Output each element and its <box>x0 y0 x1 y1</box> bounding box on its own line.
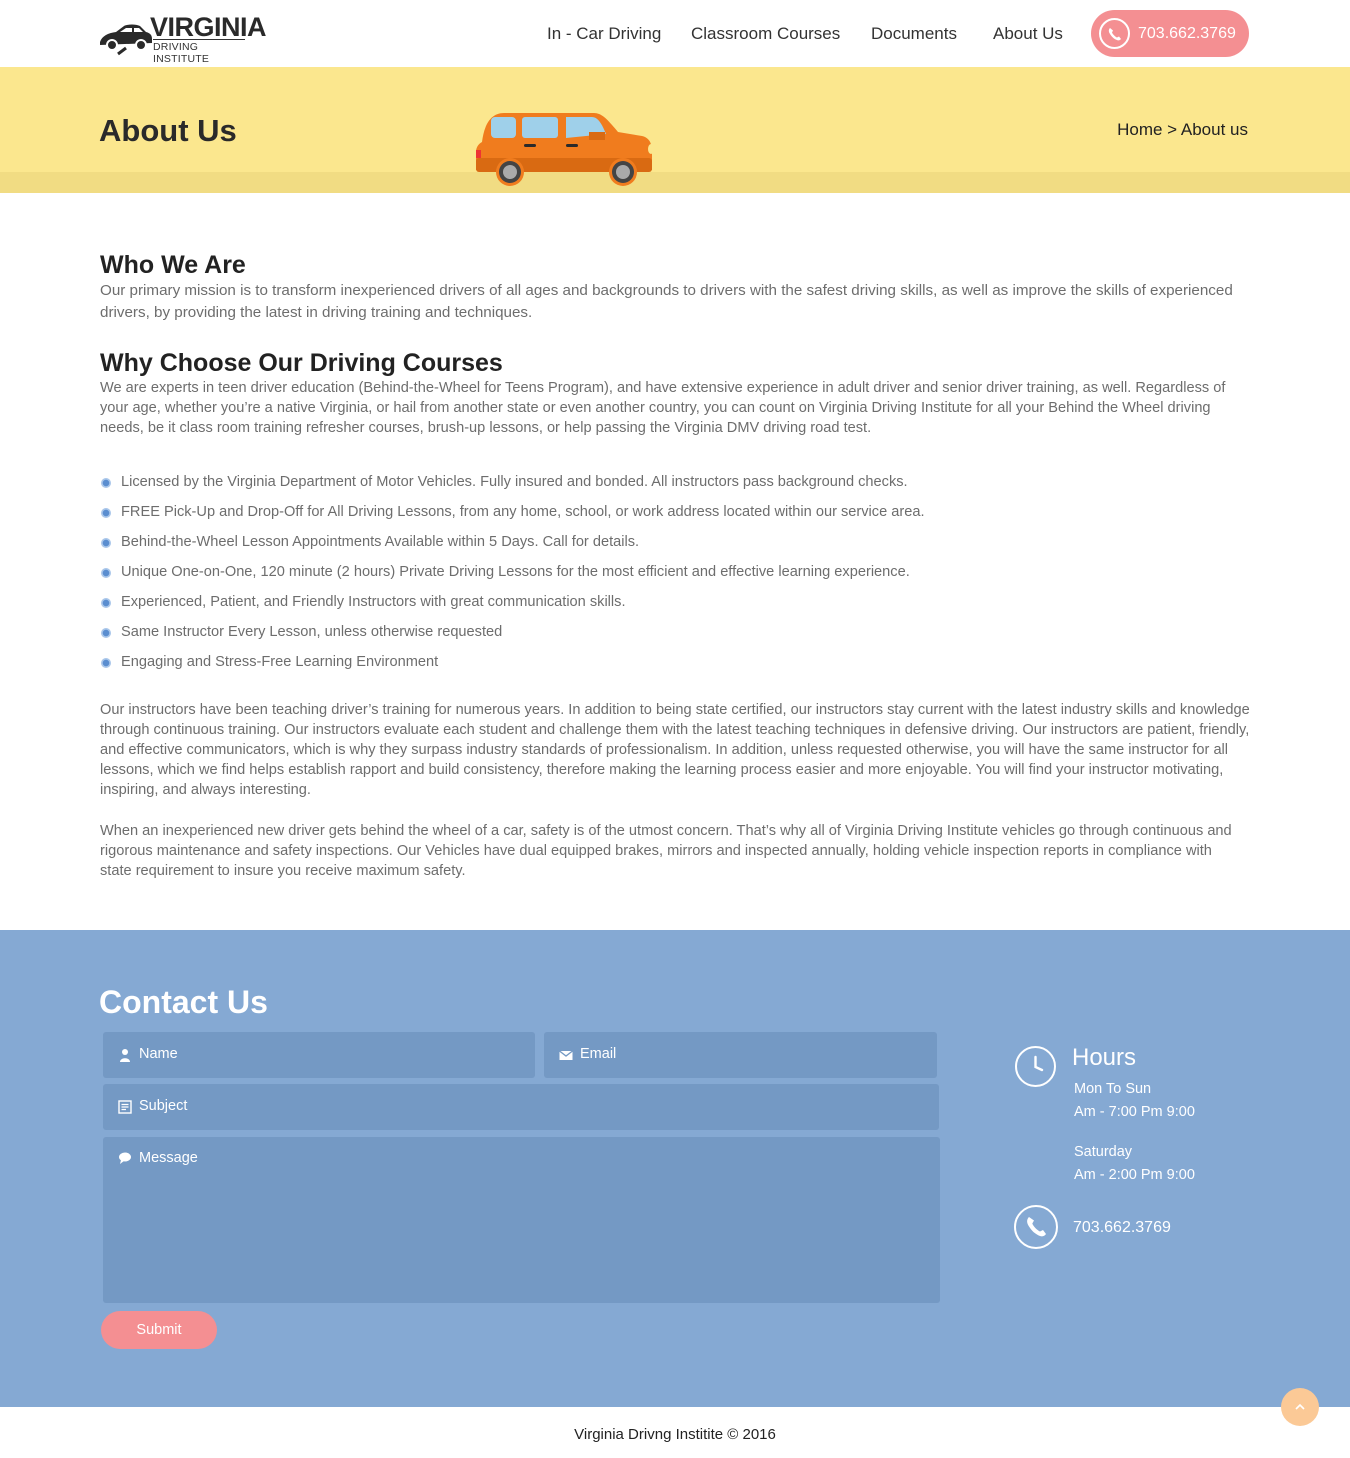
bullet-icon <box>101 568 111 578</box>
clock-icon <box>1015 1046 1056 1087</box>
page-banner <box>0 67 1350 193</box>
copyright-text: Virginia Drivng Institite © 2016 <box>574 1426 776 1443</box>
name-field[interactable] <box>103 1032 535 1078</box>
bullet-icon <box>101 598 111 608</box>
list-item <box>100 652 1100 682</box>
who-we-are-text: Our primary mission is to transform inexperienced drivers of all ages and backgrounds to drivers with the safest driving skills, as well as improve the skills of experienced drivers, by providing the latest in driving training and techniques. <box>100 282 1233 321</box>
list-item <box>100 532 1100 562</box>
car-logo-icon <box>98 20 154 56</box>
hours-weekday-time: Am - 7:00 Pm 9:00 <box>1074 1104 1195 1120</box>
contact-section <box>0 930 1350 1407</box>
name-placeholder: Name <box>139 1046 178 1062</box>
nav-classroom-courses[interactable]: Classroom Courses <box>691 24 841 43</box>
instructors-text: Our instructors have been teaching driver’s training for numerous years. In addition to being state certified, our instructors stay current with the latest industry skills and knowledge through continuous training. Our instructors evaluate each student and challenge them with the latest teaching techniques in defensive driving. Our instructors are patient, friendly, and effective communicators, which is why they surpass industry standards of professionalism. In addition, unless requested otherwise, you will have the same instructor for all lessons, which we find helps establish rapport and build consistency, therefore making the learning process easier and more enjoyable. You will find your instructor motivating, inspiring, and always interesting. <box>100 702 1250 798</box>
subject-placeholder: Subject <box>139 1098 188 1114</box>
who-we-are-heading: Who We Are <box>100 251 246 279</box>
nav-in-car-driving[interactable]: In - Car Driving <box>547 24 662 43</box>
breadcrumb[interactable]: Home > About us <box>1117 120 1248 139</box>
features-list <box>100 472 1100 682</box>
header-phone-number: 703.662.3769 <box>1138 25 1236 42</box>
contact-heading: Contact Us <box>99 984 268 1020</box>
list-item <box>100 562 1100 592</box>
bullet-icon <box>101 508 111 518</box>
list-item-text: Experienced, Patient, and Friendly Instructors with great communication skills. <box>121 594 626 610</box>
phone-icon <box>1014 1205 1058 1249</box>
email-placeholder: Email <box>580 1046 617 1062</box>
back-to-top-button[interactable] <box>1281 1388 1319 1426</box>
hours-heading: Hours <box>1072 1044 1137 1071</box>
nav-about-us[interactable]: About Us <box>993 24 1063 43</box>
phone-icon <box>1099 18 1130 49</box>
page-title: About Us <box>99 113 237 148</box>
list-item <box>100 592 1100 622</box>
subject-icon <box>118 1100 132 1114</box>
mail-icon <box>559 1048 573 1062</box>
hours-weekday-label: Mon To Sun <box>1074 1081 1152 1097</box>
bullet-icon <box>101 628 111 638</box>
list-item <box>100 622 1100 652</box>
list-item-text: Behind-the-Wheel Lesson Appointments Available within 5 Days. Call for details. <box>121 534 640 550</box>
header-phone-button[interactable] <box>1091 10 1249 57</box>
message-icon <box>118 1151 132 1165</box>
banner-road <box>0 172 1350 193</box>
logo[interactable] <box>100 12 267 65</box>
list-item-text: Licensed by the Virginia Department of Motor Vehicles. Fully insured and bonded. All instructors pass background checks. <box>121 474 908 490</box>
bullet-icon <box>101 478 111 488</box>
list-item-text: Unique One-on-One, 120 minute (2 hours) Private Driving Lessons for the most efficient and effective learning experience. <box>121 564 910 580</box>
list-item-text: Engaging and Stress-Free Learning Environment <box>121 654 439 670</box>
bullet-icon <box>101 658 111 668</box>
user-icon <box>118 1048 132 1062</box>
list-item-text: FREE Pick-Up and Drop-Off for All Driving Lessons, from any home, school, or work address located within our service area. <box>121 504 925 520</box>
nav-documents[interactable]: Documents <box>871 24 957 43</box>
safety-text: When an inexperienced new driver gets behind the wheel of a car, safety is of the utmost concern. That’s why all of Virginia Driving Institute vehicles go through continuous and rigorous maintenance and safety inspections. Our Vehicles have dual equipped brakes, mirrors and inspected annually, holding vehicle inspection reports in compliance with state requirement to insure you receive maximum safety. <box>100 823 1232 879</box>
contact-phone-number[interactable]: 703.662.3769 <box>1073 1219 1171 1236</box>
message-placeholder: Message <box>139 1150 198 1166</box>
logo-title: VIRGINIA <box>150 12 267 42</box>
why-choose-heading: Why Choose Our Driving Courses <box>100 349 503 377</box>
list-item-text: Same Instructor Every Lesson, unless otherwise requested <box>121 624 503 640</box>
logo-subtitle: DRIVING INSTITUTE <box>153 39 245 65</box>
hours-saturday-label: Saturday <box>1074 1144 1133 1160</box>
why-choose-text: We are experts in teen driver education (Behind-the-Wheel for Teens Program), and have extensive experience in adult driver and senior driver training, as well. Regardless of your age, whether you’re a native Virginia, or hail from another state or even another country, you can count on Virginia Driving Institute for all your Behind the Wheel driving needs, be it class room training refresher courses, brush-up lessons, or help passing the Virginia DMV driving road test. <box>100 380 1226 436</box>
message-field[interactable] <box>103 1137 940 1303</box>
bullet-icon <box>101 538 111 548</box>
site-footer <box>0 1407 1350 1458</box>
submit-button[interactable]: Submit <box>101 1311 217 1349</box>
subject-field[interactable] <box>103 1084 939 1130</box>
list-item <box>100 502 1100 532</box>
orange-car-illustration <box>474 112 656 188</box>
email-field[interactable] <box>544 1032 937 1078</box>
chevron-up-icon <box>1294 1402 1306 1412</box>
site-header <box>0 0 1350 67</box>
hours-saturday-time: Am - 2:00 Pm 9:00 <box>1074 1167 1195 1183</box>
list-item <box>100 472 1100 502</box>
